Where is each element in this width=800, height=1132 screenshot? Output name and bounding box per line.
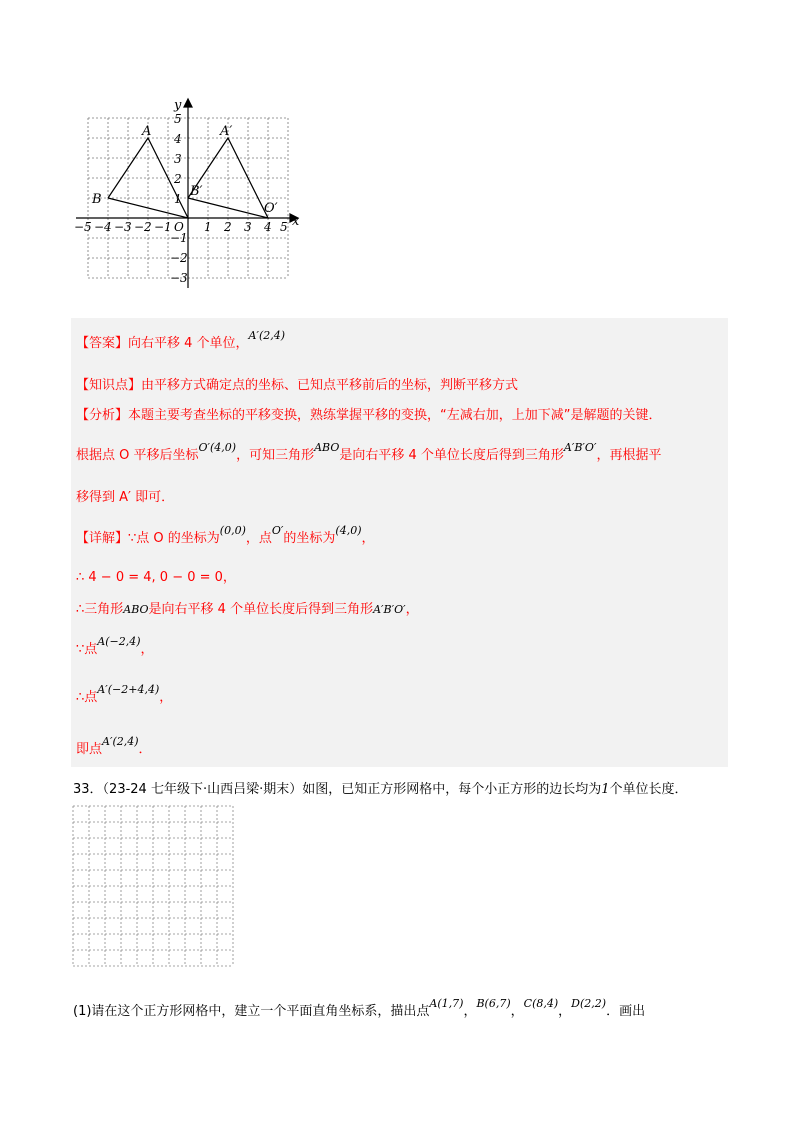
- math-expression: O′(4,0): [198, 441, 237, 454]
- y-tick-label: −2: [170, 251, 188, 265]
- question-text: 个单位长度．: [609, 782, 688, 797]
- knowledge-point-line: [76, 374, 518, 393]
- point-C-coordinate: C(8,4): [523, 997, 559, 1010]
- origin-label: O: [174, 220, 184, 234]
- axis-label-x: x: [292, 214, 300, 229]
- question-text: ．画出: [606, 1004, 646, 1019]
- y-tick-label: 3: [174, 152, 182, 166]
- square-grid: [71, 804, 237, 968]
- detail-line-3: [76, 598, 419, 617]
- math-expression: ABO: [314, 441, 340, 454]
- answer-line: [76, 329, 286, 351]
- point-label-O-prime: O′: [264, 201, 278, 216]
- math-expression: (0,0): [219, 524, 246, 537]
- y-tick-label: 5: [174, 112, 182, 126]
- analysis-text: 【分析】本题主要考查坐标的平移变换，熟练掌握平移的变换，“左减右加，上加下减”是解题的关键．: [76, 408, 662, 423]
- point-label-A: A: [142, 124, 152, 139]
- analysis-text: 移得到 A′ 即可．: [76, 490, 175, 505]
- y-tick-label: 2: [174, 172, 182, 186]
- detail-line: [76, 524, 375, 546]
- axis-label-y: y: [174, 98, 182, 113]
- detail-text: ∴点: [76, 690, 98, 705]
- detail-text: ，: [405, 602, 419, 617]
- detail-line-4: [76, 635, 154, 657]
- detail-text: 即点: [76, 742, 103, 757]
- x-tick-label: −4: [94, 220, 112, 234]
- detail-text: 【详解】∵点 O 的坐标为: [76, 531, 220, 546]
- detail-text: ∴三角形: [76, 602, 124, 617]
- x-tick-label: 3: [244, 220, 252, 234]
- question-text: 33．（23-24 七年级下·山西吕梁·期末）如图，已知正方形网格中，每个小正方形的边长均为: [73, 782, 602, 797]
- x-tick-label: −5: [74, 220, 92, 234]
- analysis-line: [76, 404, 661, 423]
- detail-text: ．: [138, 742, 152, 757]
- x-tick-label: −3: [114, 220, 132, 234]
- point-label-A-prime: A′: [220, 124, 233, 139]
- x-tick-label: 2: [224, 220, 232, 234]
- point-D-coordinate: D(2,2): [571, 997, 607, 1010]
- knowledge-point-text: 【知识点】由平移方式确定点的坐标、已知点平移前后的坐标，判断平移方式: [76, 378, 519, 393]
- math-expression: A′B′O′: [563, 441, 597, 454]
- analysis-text: ，可知三角形: [236, 448, 315, 463]
- detail-text: 是向右平移 4 个单位长度后得到三角形: [148, 602, 374, 617]
- x-tick-label: 5: [280, 220, 288, 234]
- math-expression: A′(2,4): [102, 735, 139, 748]
- detail-text: ，: [361, 531, 375, 546]
- math-expression: A′(2,4): [248, 329, 286, 342]
- analysis-line-3: [76, 486, 174, 505]
- detail-text: ，: [140, 642, 154, 657]
- detail-text: 的坐标为: [283, 531, 336, 546]
- y-tick-label: −1: [170, 231, 188, 245]
- analysis-text: 根据点 O 平移后坐标: [76, 448, 199, 463]
- question-33-part-1: (1)请在这个正方形网格中，建立一个平面直角坐标系，描出点$^{A(1,7)}$，$^{B(6,7)}$，$^{C(8,4)}$，$^{D(2,2)}$．画出: [73, 997, 646, 1019]
- math-expression: A(−2,4): [97, 635, 141, 648]
- point-A-coordinate: A(1,7): [429, 997, 464, 1010]
- detail-text: ，点: [245, 531, 272, 546]
- detail-text: ，: [159, 690, 173, 705]
- x-tick-label: 4: [264, 220, 272, 234]
- analysis-line-2: [76, 441, 662, 463]
- question-text: (1)请在这个正方形网格中，建立一个平面直角坐标系，描出点: [73, 1004, 430, 1019]
- detail-line-2: [76, 566, 236, 585]
- math-expression: 1: [601, 782, 610, 797]
- x-tick-label: 1: [204, 220, 212, 234]
- math-expression: O′: [271, 524, 284, 537]
- x-tick-label: −1: [154, 220, 172, 234]
- analysis-text: 是向右平移 4 个单位长度后得到三角形: [339, 448, 564, 463]
- detail-line-5: [76, 683, 173, 705]
- math-expression: A′B′O′: [373, 603, 406, 616]
- detail-text: ∵点: [76, 642, 98, 657]
- math-expression: (4,0): [335, 524, 362, 537]
- answer-text: 【答案】向右平移 4 个单位，: [76, 336, 249, 351]
- y-tick-label: −3: [170, 271, 188, 285]
- point-label-B: B: [92, 192, 102, 207]
- y-tick-label: 1: [174, 192, 182, 206]
- detail-line-6: [76, 735, 152, 757]
- x-tick-label: −2: [134, 220, 152, 234]
- detail-text: ∴ 4 − 0 = 4, 0 − 0 = 0，: [76, 570, 236, 585]
- analysis-text: ，再根据平: [596, 448, 662, 463]
- y-tick-label: 4: [174, 132, 182, 146]
- point-label-B-prime: B′: [190, 184, 203, 199]
- question-33-header: [73, 778, 688, 797]
- coordinate-graph: [70, 95, 310, 295]
- math-expression: A′(−2+4,4): [97, 683, 160, 696]
- math-expression: ABO: [123, 603, 149, 616]
- point-B-coordinate: B(6,7): [476, 997, 511, 1010]
